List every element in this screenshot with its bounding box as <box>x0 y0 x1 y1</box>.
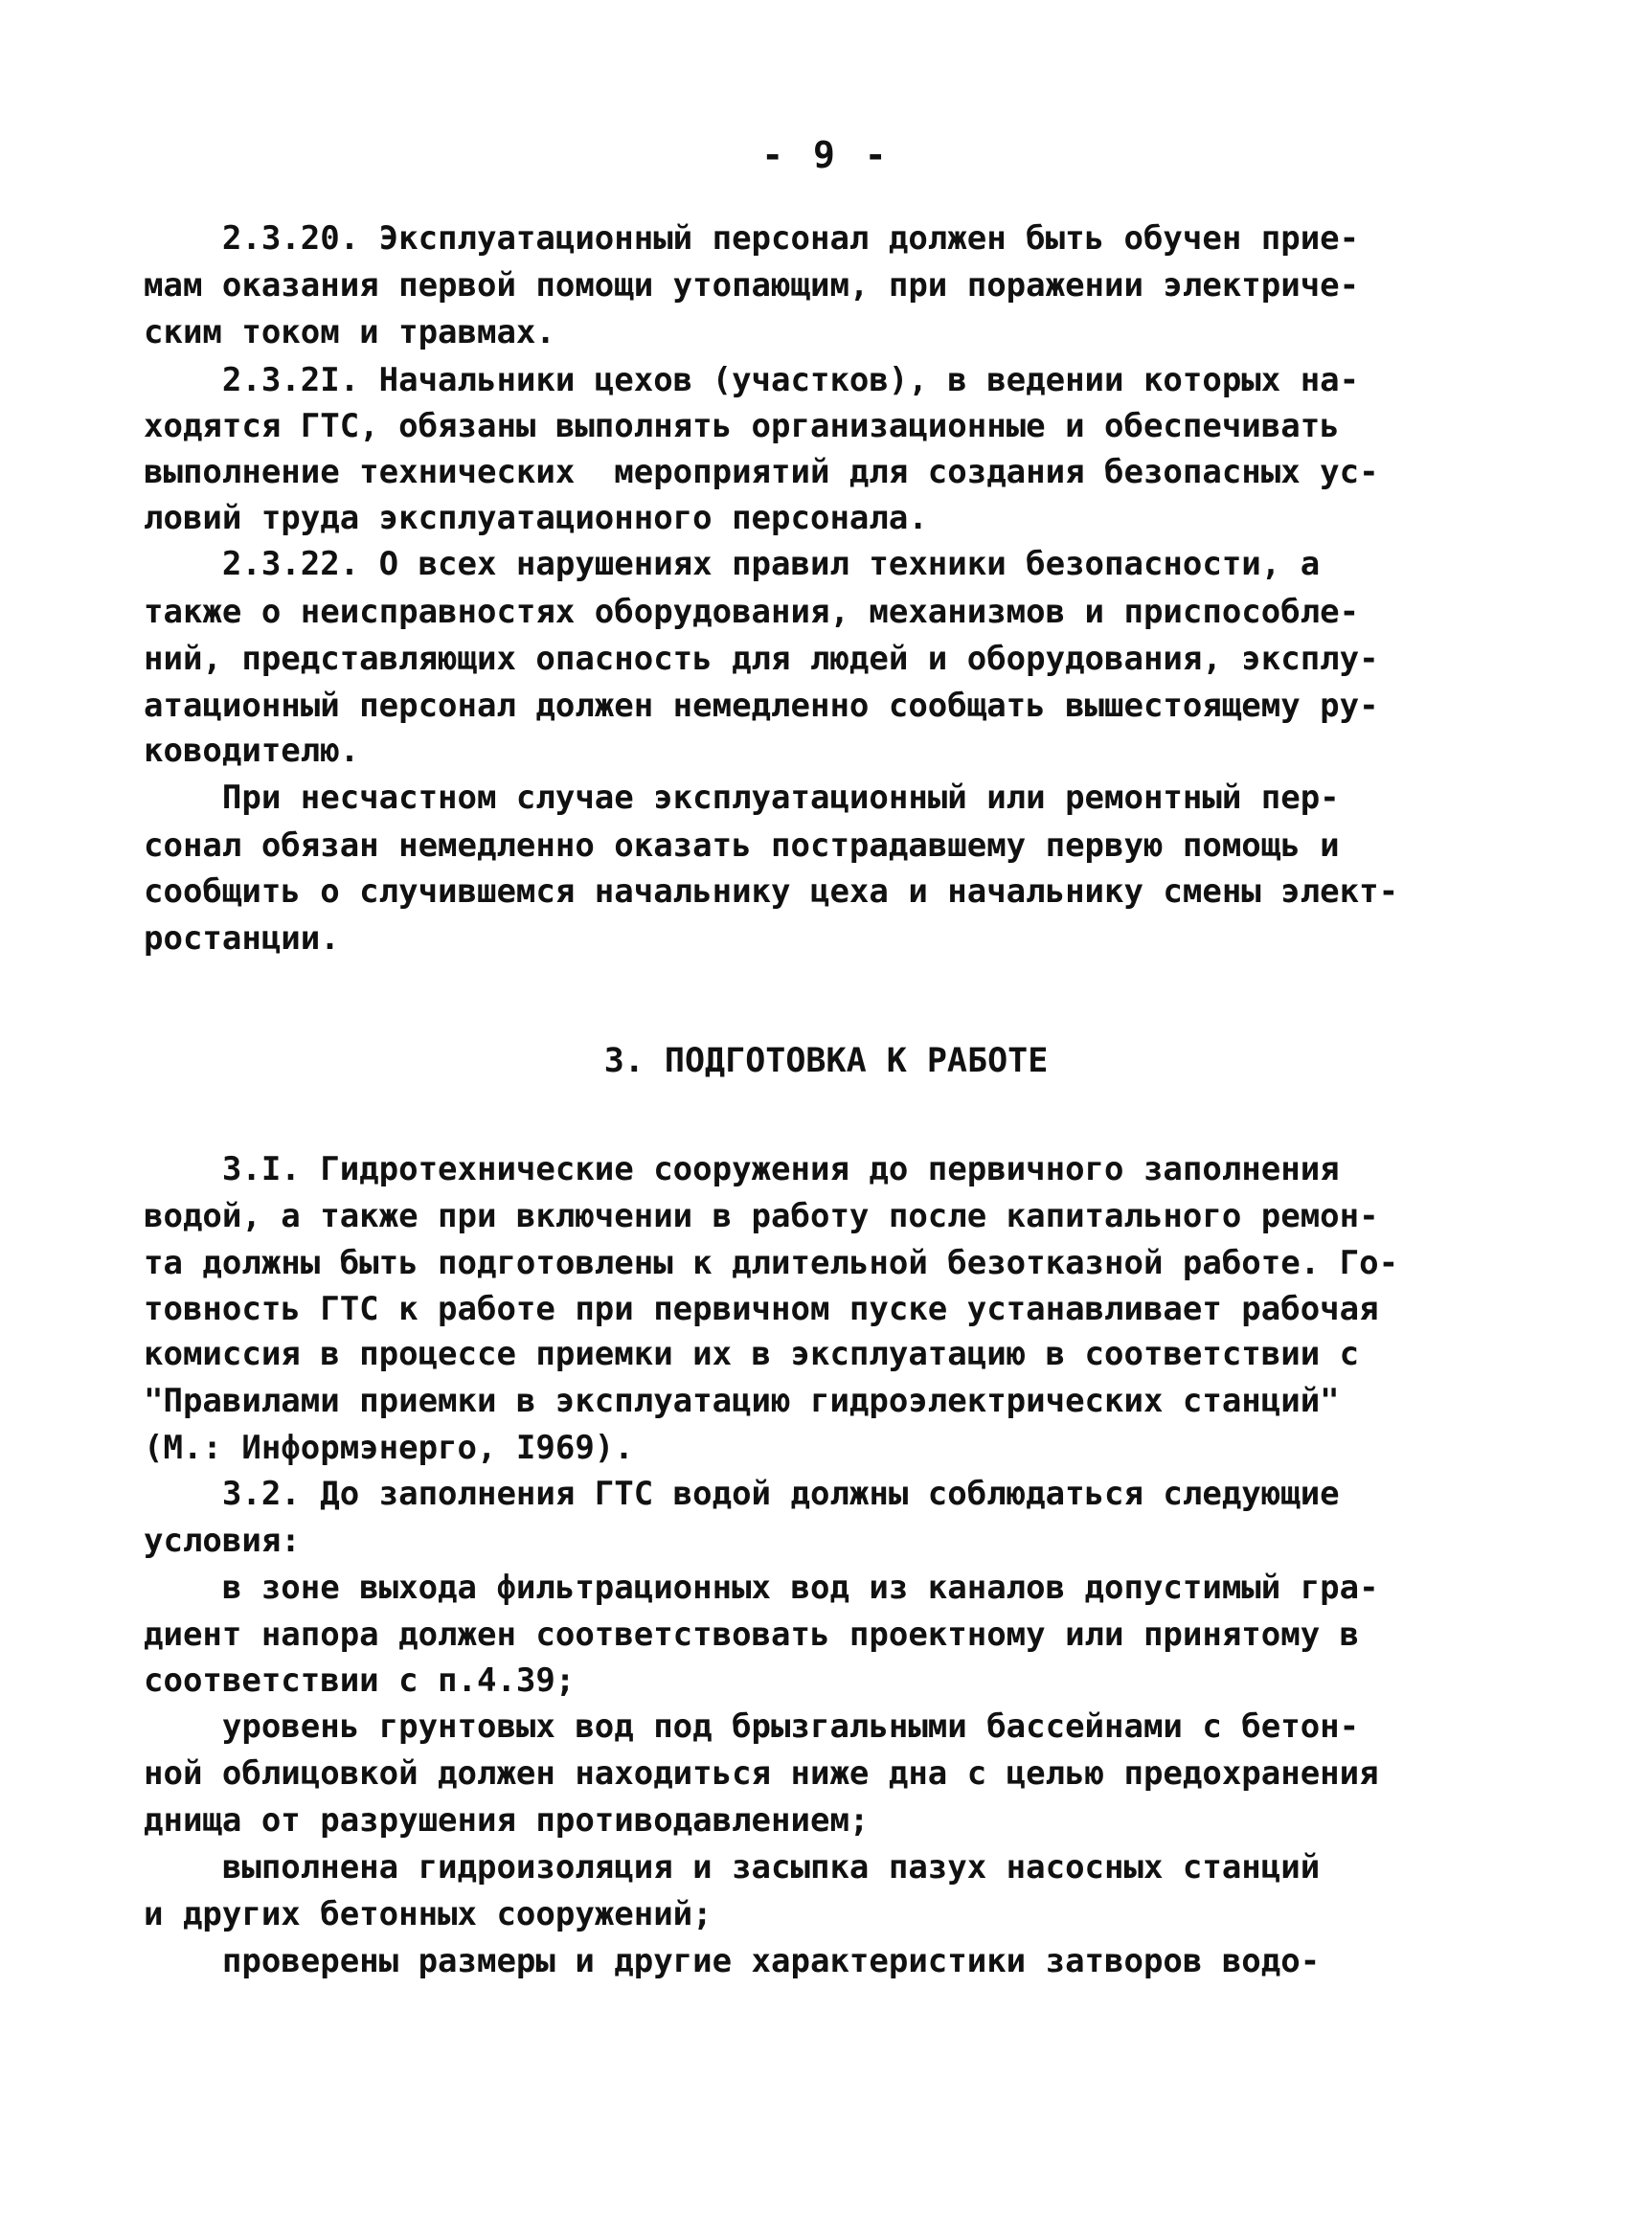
text-line: выполнение технических мероприятий для создания безопасных ус- <box>144 453 1379 491</box>
text-line: ходятся ГТС, обязаны выполнять организационные и обеспечивать <box>144 407 1340 445</box>
text-line: условия: <box>144 1522 301 1560</box>
text-line: ским током и травмах. <box>144 313 555 351</box>
text-line: (М.: Информэнерго, I969). <box>144 1429 634 1467</box>
text-line: "Правилами приемки в эксплуатацию гидроэлектрических станций" <box>144 1382 1340 1420</box>
text-line: 2.3.20. Эксплуатационный персонал должен быть обучен прие- <box>144 219 1360 258</box>
page-number: - 9 - <box>761 134 891 176</box>
text-line: 2.3.22. О всех нарушениях правил техники безопасности, а <box>144 545 1321 583</box>
text-line: ной облицовкой должен находиться ниже дна с целью предохранения <box>144 1754 1379 1793</box>
text-line: комиссия в процессе приемки их в эксплуатацию в соответствии с <box>144 1335 1360 1373</box>
text-line: также о неисправностях оборудования, механизмов и приспособле- <box>144 593 1360 631</box>
text-line: водой, а также при включении в работу после капитального ремон- <box>144 1197 1379 1235</box>
text-line: атационный персонал должен немедленно сообщать вышестоящему ру- <box>144 687 1379 725</box>
text-line: ростанции. <box>144 919 340 958</box>
text-line: При несчастном случае эксплуатационный или ремонтный пер- <box>144 779 1340 817</box>
text-line: 2.3.2I. Начальники цехов (участков), в ведении которых на- <box>144 361 1360 399</box>
text-line: товность ГТС к работе при первичном пуске устанавливает рабочая <box>144 1290 1379 1328</box>
text-line: диент напора должен соответствовать проектному или принятому в <box>144 1616 1360 1654</box>
text-line: ководителю. <box>144 732 360 770</box>
text-line: 3.2. До заполнения ГТС водой должны соблюдаться следующие <box>144 1475 1340 1513</box>
text-line: ловий труда эксплуатационного персонала. <box>144 499 928 537</box>
text-line: и других бетонных сооружений; <box>144 1895 713 1933</box>
text-line: сообщить о случившемся начальнику цеха и начальнику смены элект- <box>144 872 1399 911</box>
text-line: днища от разрушения противодавлением; <box>144 1801 870 1840</box>
text-line: в зоне выхода фильтрационных вод из каналов допустимый гра- <box>144 1569 1379 1607</box>
text-line: та должны быть подготовлены к длительной безотказной работе. Го- <box>144 1244 1399 1282</box>
text-line: 3.I. Гидротехнические сооружения до первичного заполнения <box>144 1150 1340 1188</box>
text-line: проверены размеры и другие характеристики затворов водо- <box>144 1942 1321 1980</box>
text-line: выполнена гидроизоляция и засыпка пазух насосных станций <box>144 1848 1321 1887</box>
text-line: мам оказания первой помощи утопающим, при поражении электриче- <box>144 266 1360 305</box>
text-line: ний, представляющих опасность для людей и оборудования, эксплу- <box>144 640 1379 678</box>
text-line: уровень грунтовых вод под брызгальными бассейнами с бетон- <box>144 1707 1360 1746</box>
text-line: сонал обязан немедленно оказать пострадавшему первую помощь и <box>144 826 1340 865</box>
section-heading: 3. ПОДГОТОВКА К РАБОТЕ <box>603 1042 1049 1080</box>
text-line: соответствии с п.4.39; <box>144 1661 576 1700</box>
